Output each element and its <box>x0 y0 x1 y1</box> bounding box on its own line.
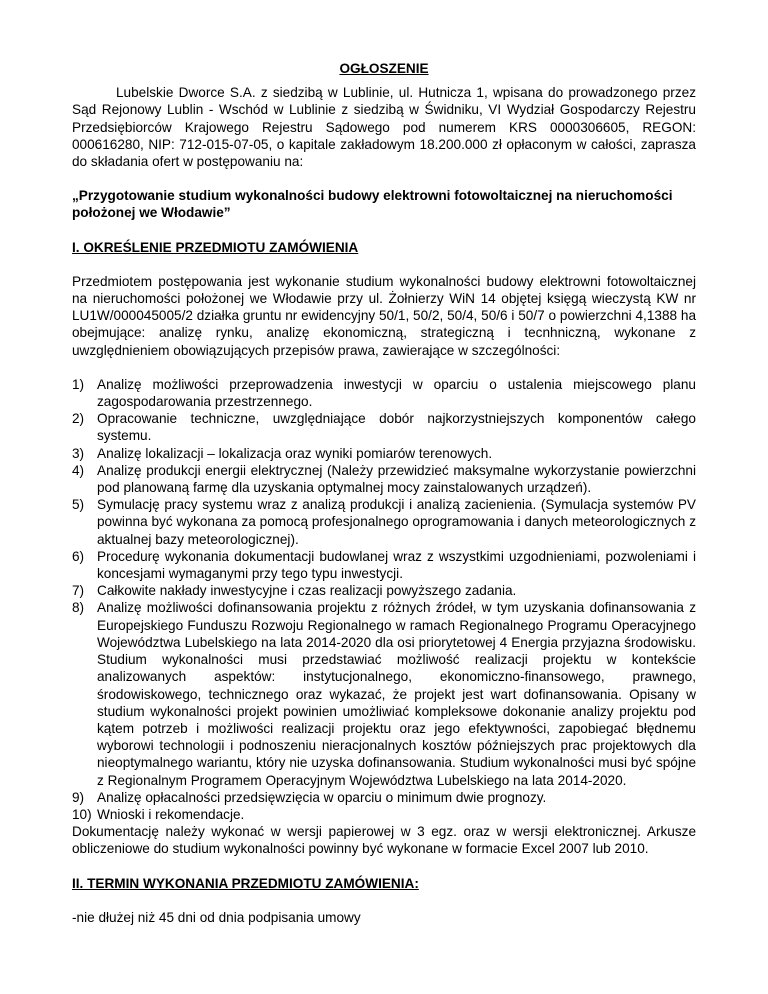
document-title: OGŁOSZENIE <box>339 61 429 76</box>
list-item-text: Analizę lokalizacji – lokalizacja oraz wyniki pomiarów terenowych. <box>97 445 493 461</box>
list-item <box>72 548 696 582</box>
list-item-text: Symulację pracy systemu wraz z analizą produkcji i analizą zacienienia. (Symulacja systemów PV powinna być wykonana za pomocą profesjonalnego oprogramowania i danych meteorologicznych z aktualnej bazy meteorologicznej). <box>97 497 696 547</box>
list-item-text: Wnioski i rekomendacje. <box>97 806 245 822</box>
section-1-paragraph: Przedmiotem postępowania jest wykonanie studium wykonalności budowy elektrowni fotowoltaicznej na nieruchomości położonej we Włodawie przy ul. Żołnierzy WiN 14 objętej księgą wieczystą KW nr LU1W/000045005/2 działka gruntu nr ewidencyjny 50/1, 50/2, 50/4, 50/6 i 50/7 o powierzchni 4,1388 ha obejmujące: analizę rynku, analizę ekonomiczną, strategiczną i tecnhniczną, wykonane z uwzględnieniem obowiązujących przepisów prawa, zawierające w szczególności: <box>72 273 696 358</box>
section-1-closing: Dokumentację należy wykonać w wersji papierowej w 3 egz. oraz w wersji elektronicznej. Arkusze obliczeniowe do studium wykonalności powinny być wykonane w formacie Excel 2007 lub 2010. <box>72 824 696 857</box>
list-item <box>72 806 696 823</box>
list-item-number: 1) <box>72 376 85 392</box>
list-item <box>72 376 696 410</box>
list-item <box>72 789 696 806</box>
list-item-number: 7) <box>72 583 85 599</box>
section-1-heading: I. OKREŚLENIE PRZEDMIOTU ZAMÓWIENIA <box>72 239 359 255</box>
list-item-text: Analizę opłacalności przedsięwzięcia w oparciu o minimum dwie prognozy. <box>97 789 547 805</box>
list-item <box>72 462 696 496</box>
list-item-text: Całkowite nakłady inwestycyjne i czas realizacji powyższego zadania. <box>97 583 517 599</box>
list-item-number: 5) <box>72 497 85 513</box>
list-item-text: Analizę produkcji energii elektrycznej (Należy przewidzieć maksymalne wykorzystanie powierzchni pod planowaną farmę dla uzyskania optymalnej mocy zainstalowanych urządzeń). <box>97 462 696 496</box>
list-item-text: Analizę możliwości dofinansowania projektu z różnych źródeł, w tym uzyskania dofinansowania z Europejskiego Funduszu Rozwoju Regionalnego w ramach Regionalnego Programu Operacyjnego Województwa Lubelskiego na lata 2014-2020 dla osi priorytetowej 4 Energia przyjazna środowisku. Studium wykonalności musi przedstawiać możliwość realizacji projektu w kontekście analizowanych aspektów: instytucjonalnego, ekonomiczno-finansowego, prawnego, środowiskowego, technicznego oraz wykazać, że projekt jest wart dofinansowania. Opisany w studium wykonalności projekt powinien umożliwiać kompleksowe dokonanie analizy projektu pod kątem potrzeb i możliwości realizacji projektu oraz jego efektywności, zapobiegać błędnemu wyborowi technologii i podnoszeniu nieracjonalnych kosztów późniejszych prac projektowych dla nieoptymalnego wariantu, który nie uzyska dofinansowania. Studium wykonalności musi być spójne z Regionalnym Programem Operacyjnym Województwa Lubelskiego na lata 2014-2020. <box>97 600 696 788</box>
requirements-list <box>72 376 696 823</box>
list-item <box>72 582 696 599</box>
section-2-text: -nie dłużej niż 45 dni od dnia podpisania umowy <box>72 909 361 925</box>
list-item <box>72 410 696 444</box>
list-item-number: 2) <box>72 411 85 427</box>
list-item <box>72 496 696 548</box>
list-item-number: 4) <box>72 462 85 478</box>
list-item-text: Opracowanie techniczne, uwzględniające dobór najkorzystniejszych komponentów całego systemu. <box>97 411 696 444</box>
list-item-number: 10) <box>72 806 92 822</box>
list-item-number: 3) <box>72 445 85 461</box>
section-2-heading: II. TERMIN WYKONANIA PRZEDMIOTU ZAMÓWIENIA: <box>72 875 419 891</box>
list-item <box>72 445 696 462</box>
list-item-text: Procedurę wykonania dokumentacji budowlanej wraz z wszystkimi uzgodnieniami, pozwoleniami i koncesjami wymaganymi przy tego typu inwestycji. <box>97 548 696 582</box>
list-item-text: Analizę możliwości przeprowadzenia inwestycji w oparciu o ustalenia miejscowego planu zagospodarowania przestrzennego. <box>97 376 696 410</box>
subject-title: „Przygotowanie studium wykonalności budowy elektrowni fotowoltaicznej na nieruchomości położonej we Włodawie” <box>72 188 673 221</box>
list-item-number: 8) <box>72 600 85 616</box>
list-item-number: 6) <box>72 548 85 564</box>
list-item <box>72 599 696 788</box>
list-item-number: 9) <box>72 789 85 805</box>
intro-paragraph: Lubelskie Dworce S.A. z siedzibą w Lublinie, ul. Hutnicza 1, wpisana do prowadzonego przez Sąd Rejonowy Lublin - Wschód w Lublinie z siedzibą w Świdniku, VI Wydział Gospodarczy Rejestru Przedsiębiorców Krajowego Rejestru Sądowego pod numerem KRS 0000306605, REGON: 000616280, NIP: 712-015-07-05, o kapitale zakładowym 18.200.000 zł opłaconym w całości, zaprasza do składania ofert w postępowaniu na: <box>72 85 696 170</box>
